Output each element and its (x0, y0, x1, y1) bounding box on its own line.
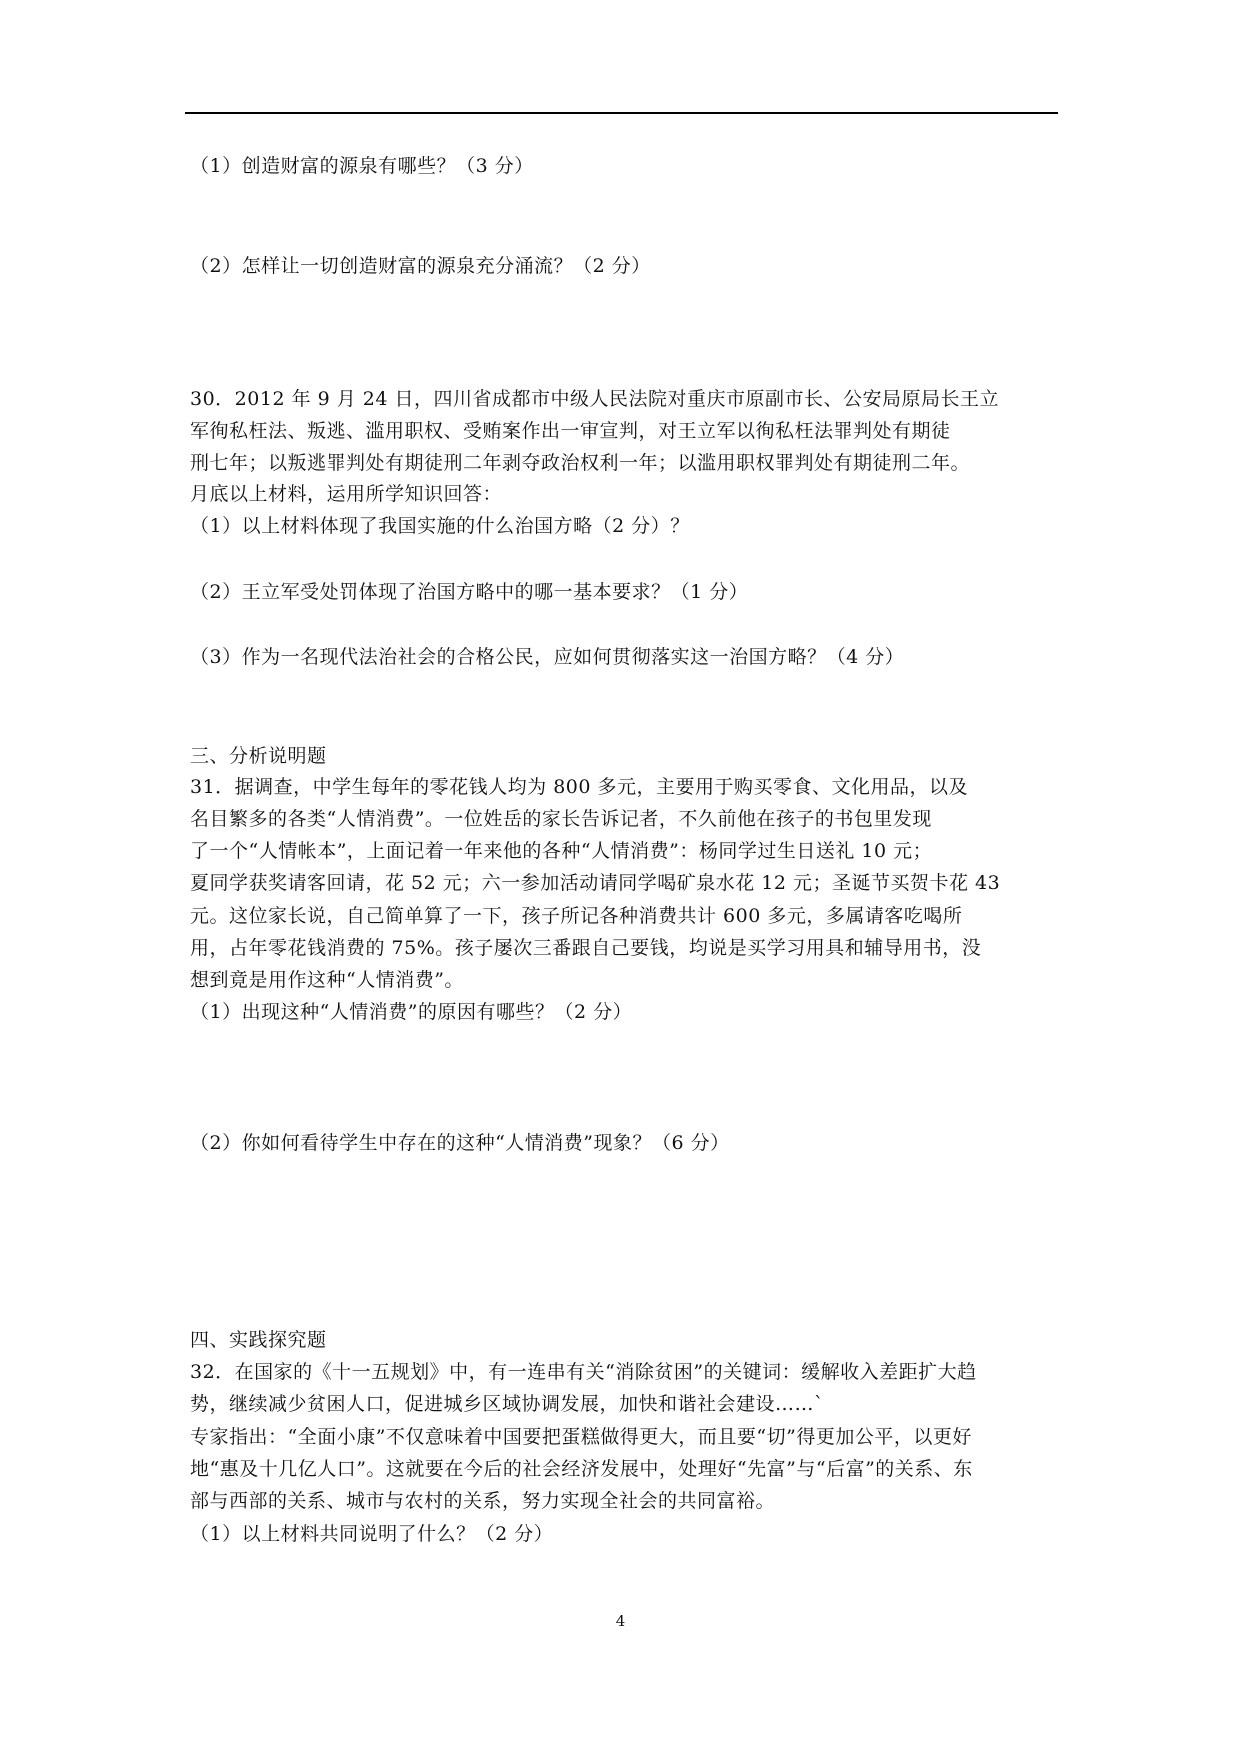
q30-line-2: 军徇私枉法、叛逃、滥用职权、受贿案作出一审宣判，对王立军以徇私枉法罪判处有期徒 (190, 420, 951, 442)
q31-line-1: 31．据调查，中学生每年的零花钱人均为 800 多元，主要用于购买零食、文化用品，以及 (190, 776, 969, 798)
section3-title: 三、分析说明题 (190, 745, 327, 767)
header-rule (185, 112, 1058, 114)
q32-sub1: （1）以上材料共同说明了什么？（2 分） (190, 1523, 554, 1545)
q30-line-3: 刑七年；以叛逃罪判处有期徒刑二年剥夺政治权利一年；以滥用职权罪判处有期徒刑二年。 (190, 452, 971, 474)
q29-sub2: （2）怎样让一切创造财富的源泉充分涌流？（2 分） (190, 255, 651, 277)
q30-sub1: （1）以上材料体现了我国实施的什么治国方略（2 分）？ (190, 515, 690, 537)
q32-line-3: 专家指出：“全面小康”不仅意味着中国要把蛋糕做得更大，而且要“切”得更加公平，以更好 (190, 1426, 972, 1448)
q30-sub2: （2）王立军受处罚体现了治国方略中的哪一基本要求？（1 分） (190, 581, 749, 603)
q31-sub1: （1）出现这种“人情消费”的原因有哪些？（2 分） (190, 1001, 633, 1023)
q31-line-6: 用，占年零花钱消费的 75%。孩子屡次三番跟自己要钱，均说是买学习用具和辅导用书，没 (190, 937, 982, 959)
q29-sub1: （1）创造财富的源泉有哪些？（3 分） (190, 155, 534, 177)
q32-line-5: 部与西部的关系、城市与农村的关系，努力实现全社会的共同富裕。 (190, 1490, 776, 1512)
q30-sub3: （3）作为一名现代法治社会的合格公民，应如何贯彻落实这一治国方略？（4 分） (190, 646, 905, 668)
q31-line-2: 名目繁多的各类“人情消费”。一位姓岳的家长告诉记者，不久前他在孩子的书包里发现 (190, 808, 932, 830)
q30-line-4: 月底以上材料，运用所学知识回答： (190, 483, 503, 505)
q32-line-4: 地“惠及十几亿人口”。这就要在今后的社会经济发展中，处理好“先富”与“后富”的关系、东 (190, 1458, 973, 1480)
q31-line-3: 了一个“人情帐本”，上面记着一年来他的各种“人情消费”：杨同学过生日送礼 10 元； (190, 840, 933, 862)
q32-line-2: 势，继续减少贫困人口，促进城乡区域协调发展，加快和谐社会建设……` (190, 1393, 825, 1415)
q31-line-7: 想到竟是用作这种“人情消费”。 (190, 969, 464, 991)
q32-line-1: 32．在国家的《十一五规划》中，有一连串有关“消除贫困”的关键词：缓解收入差距扩大趋 (190, 1361, 977, 1383)
q30-line-1: 30．2012 年 9 月 24 日，四川省成都市中级人民法院对重庆市原副市长、公安局原局长王立 (190, 388, 999, 410)
q31-line-4: 夏同学获奖请客回请，花 52 元；六一参加活动请同学喝矿泉水花 12 元；圣诞节买贺卡花 43 (190, 872, 1001, 894)
q31-sub2: （2）你如何看待学生中存在的这种“人情消费”现象？（6 分） (190, 1132, 730, 1154)
q31-line-5: 元。这位家长说，自己简单算了一下，孩子所记各种消费共计 600 多元，多属请客吃喝所 (190, 905, 963, 927)
section4-title: 四、实践探究题 (190, 1329, 327, 1351)
page-number: 4 (615, 1612, 626, 1630)
